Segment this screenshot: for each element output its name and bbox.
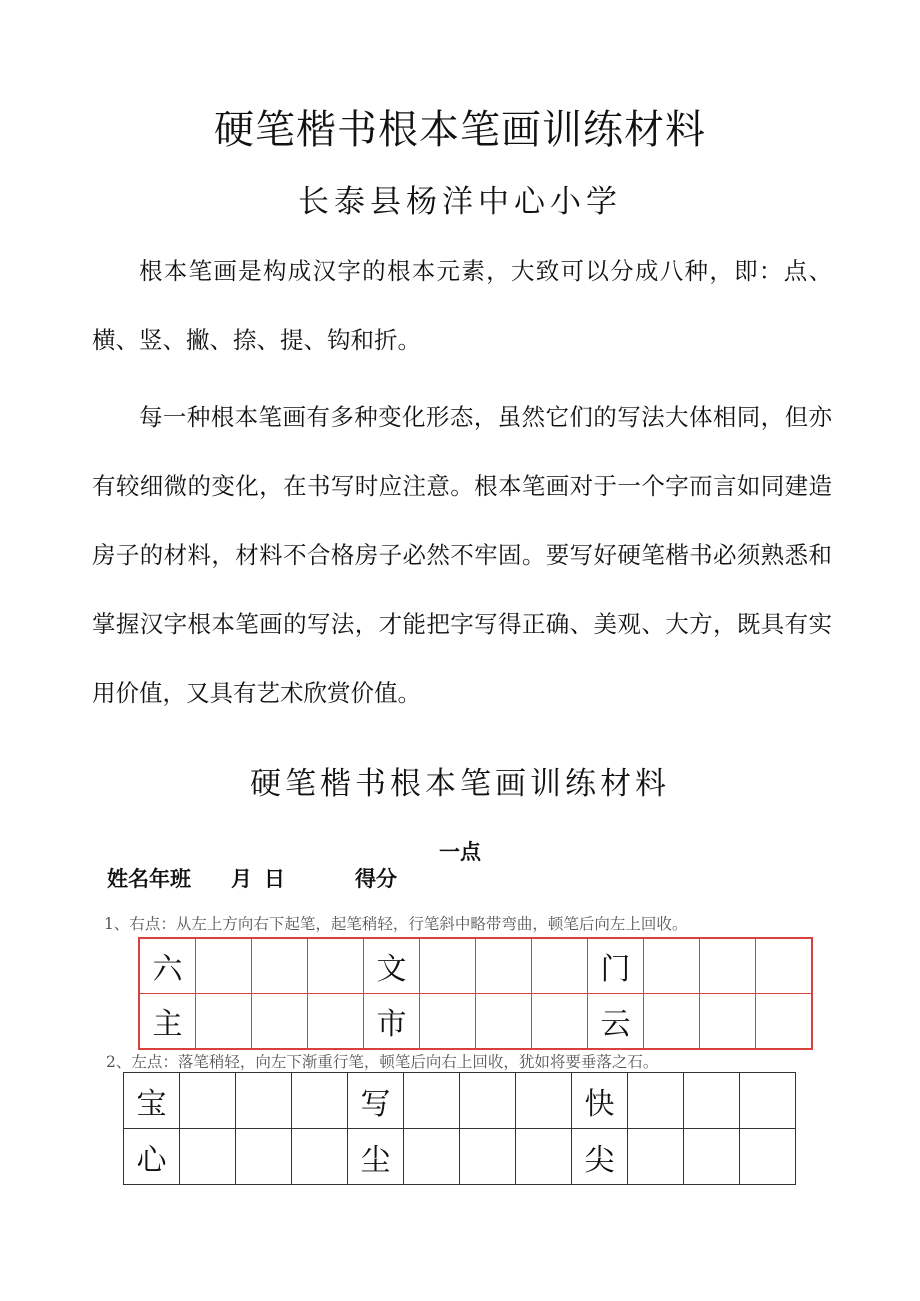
- worksheet-title: 硬笔楷书根本笔画训练材料: [250, 766, 670, 802]
- practice-cell[interactable]: [252, 994, 308, 1050]
- practice-cell[interactable]: [700, 938, 756, 994]
- month-label: 月: [231, 867, 252, 891]
- sample-character-cell: 门: [588, 938, 644, 994]
- practice-cell[interactable]: [756, 938, 813, 994]
- sample-character-cell: 心: [124, 1129, 180, 1185]
- practice-cell[interactable]: [516, 1129, 572, 1185]
- practice-cell[interactable]: [404, 1073, 460, 1129]
- name-class-label: 姓名年班: [107, 867, 191, 891]
- practice-cell[interactable]: [516, 1073, 572, 1129]
- practice-cell[interactable]: [700, 994, 756, 1050]
- grid-row: [124, 1129, 796, 1185]
- practice-cell[interactable]: [196, 994, 252, 1050]
- practice-cell[interactable]: [292, 1073, 348, 1129]
- practice-cell[interactable]: [180, 1129, 236, 1185]
- practice-cell[interactable]: [740, 1073, 796, 1129]
- section-heading: 一点: [439, 840, 481, 864]
- practice-cell[interactable]: [684, 1073, 740, 1129]
- detail-paragraph: 每一种根本笔画有多种变化形态，虽然它们的写法大体相同，但亦有较细微的变化，在书写时应注意。根本笔画对于一个字而言如同建造房子的材料，材料不合格房子必然不牢固。要写好硬笔楷书必须熟悉和掌握汉字根本笔画的写法，才能把字写得正确、美观、大方，既具有实用价值，又具有艺术欣赏价值。: [92, 403, 832, 707]
- intro-paragraph: 根本笔画是构成汉字的根本元素，大致可以分成八种，即：点、横、竖、撇、捺、提、钩和折。: [92, 257, 832, 354]
- exercise1-grid: [138, 937, 813, 1050]
- practice-cell[interactable]: [460, 1129, 516, 1185]
- day-label: 日: [264, 867, 285, 891]
- grid-row: [139, 994, 812, 1050]
- practice-cell[interactable]: [476, 994, 532, 1050]
- practice-cell[interactable]: [756, 994, 813, 1050]
- practice-cell[interactable]: [684, 1129, 740, 1185]
- practice-cell[interactable]: [740, 1129, 796, 1185]
- sample-character-cell: 快: [572, 1073, 628, 1129]
- practice-cell[interactable]: [292, 1129, 348, 1185]
- practice-cell[interactable]: [252, 938, 308, 994]
- practice-cell[interactable]: [180, 1073, 236, 1129]
- practice-cell[interactable]: [420, 938, 476, 994]
- sample-character-cell: 六: [139, 938, 196, 994]
- sample-character-cell: 尖: [572, 1129, 628, 1185]
- practice-cell[interactable]: [628, 1073, 684, 1129]
- sample-character-cell: 写: [348, 1073, 404, 1129]
- practice-cell[interactable]: [628, 1129, 684, 1185]
- score-label: 得分: [355, 867, 397, 891]
- sample-character-cell: 云: [588, 994, 644, 1050]
- practice-cell[interactable]: [532, 994, 588, 1050]
- grid-row: [139, 938, 812, 994]
- sample-character-cell: 文: [364, 938, 420, 994]
- practice-cell[interactable]: [644, 994, 700, 1050]
- practice-cell[interactable]: [644, 938, 700, 994]
- practice-cell[interactable]: [308, 938, 364, 994]
- sample-character-cell: 宝: [124, 1073, 180, 1129]
- document-title: 硬笔楷书根本笔画训练材料: [214, 107, 706, 153]
- practice-cell[interactable]: [476, 938, 532, 994]
- practice-cell[interactable]: [196, 938, 252, 994]
- sample-character-cell: 市: [364, 994, 420, 1050]
- sample-character-cell: 主: [139, 994, 196, 1050]
- exercise2-instruction: 2、左点：落笔稍轻，向左下渐重行笔，顿笔后向右上回收，犹如将要垂落之石。: [106, 1053, 659, 1071]
- practice-cell[interactable]: [308, 994, 364, 1050]
- school-name: 长泰县杨洋中心小学: [298, 184, 622, 220]
- exercise2-grid: [123, 1072, 796, 1185]
- practice-cell[interactable]: [236, 1073, 292, 1129]
- practice-cell[interactable]: [404, 1129, 460, 1185]
- practice-cell[interactable]: [532, 938, 588, 994]
- practice-cell[interactable]: [420, 994, 476, 1050]
- exercise1-instruction: 1、右点：从左上方向右下起笔，起笔稍轻，行笔斜中略带弯曲，顿笔后向左上回收。: [104, 915, 688, 933]
- practice-cell[interactable]: [236, 1129, 292, 1185]
- grid-row: [124, 1073, 796, 1129]
- practice-cell[interactable]: [460, 1073, 516, 1129]
- sample-character-cell: 尘: [348, 1129, 404, 1185]
- student-info-line: [107, 863, 397, 893]
